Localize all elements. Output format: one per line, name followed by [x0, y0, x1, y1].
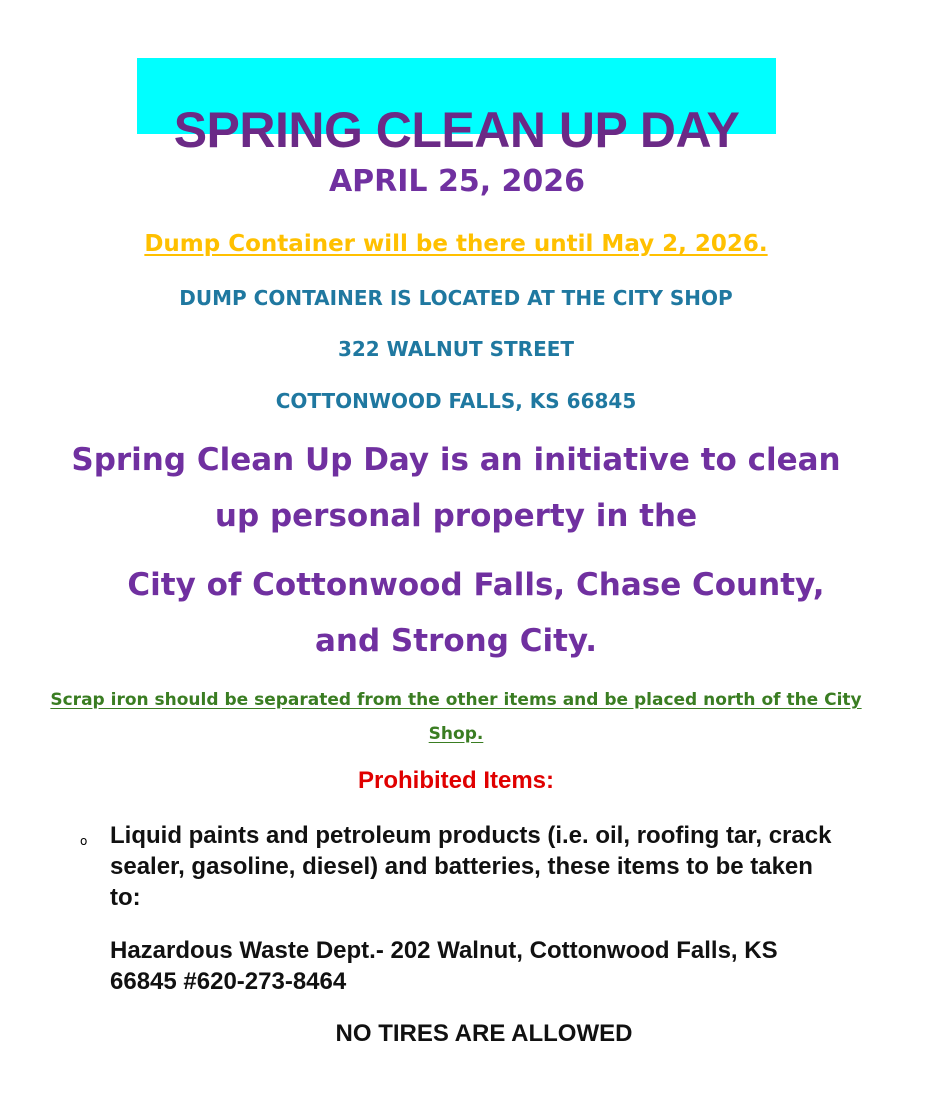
title-banner: [137, 58, 776, 158]
prohibited-heading: Prohibited Items:: [357, 767, 555, 794]
dump-container-dates-text: Dump Container will be there until May 2, 2026.: [144, 231, 768, 257]
dump-container-dates: [0, 229, 912, 259]
intro-line-1: Spring Clean Up Day is an initiative to clean: [71, 442, 841, 478]
page-title: SPRING CLEAN UP DAY: [173, 101, 740, 158]
prohibited-item: Liquid paints and petroleum products (i.e. oil, roofing tar, crack sealer, gasoline, diesel) and batteries, these items to be taken to:: [110, 822, 832, 911]
location-line-1: DUMP CONTAINER IS LOCATED AT THE CITY SHOP: [179, 286, 733, 310]
intro-line-3: City of Cottonwood Falls, Chase County,: [127, 567, 825, 603]
scrap-iron-note: Scrap iron should be separated from the other items and be placed north of the City Shop.: [50, 690, 862, 744]
intro-line-4: and Strong City.: [314, 623, 598, 659]
event-date: APRIL 25, 2026: [328, 164, 586, 199]
no-tires-notice: NO TIRES ARE ALLOWED: [335, 1020, 633, 1047]
location-street: 322 WALNUT STREET: [337, 337, 575, 361]
intro-line-2: up personal property in the: [214, 498, 698, 534]
location-city: COTTONWOOD FALLS, KS 66845: [275, 389, 637, 413]
bullet-icon: o: [80, 834, 88, 848]
hazardous-waste-contact: Hazardous Waste Dept.- 202 Walnut, Cottonwood Falls, KS 66845 #620-273-8464: [110, 937, 778, 995]
